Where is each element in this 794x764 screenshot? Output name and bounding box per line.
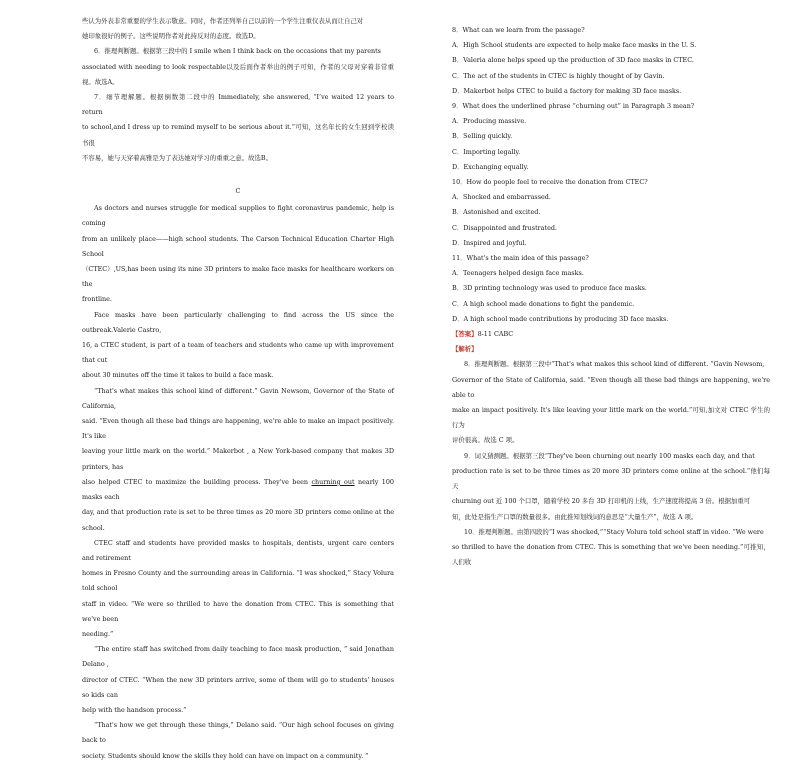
- passage-p4-line-1: CTEC staff and students have provided masks to hospitals, dentists, urgent care centers and retirement: [82, 538, 394, 562]
- passage-p5-line-3: help with the handson process.”: [82, 705, 187, 714]
- passage-p4-line-2: homes in Fresno County and the surrounding areas in California. “I was shocked,” Stacy Volura told school: [82, 569, 394, 593]
- q7-explanation-line-3: 不容易，她与天穿着高雅是为了表达她对学习的重重之意。故选B。: [82, 153, 273, 162]
- passage-p1-line-4: frontline.: [82, 295, 112, 304]
- a9-line-4: 知，此处是指生产口罩的数量很多。由此推知划线词的意思是“大量生产”，故选 A 项。: [452, 512, 698, 521]
- passage-p2-line-1: Face masks have been particularly challenging to find across the US since the outbreak.Valerie Castro,: [82, 310, 394, 334]
- q10-stem: 10．How do people feel to receive the donation from CTEC?: [452, 178, 648, 187]
- q11-option-d: D．A high school made contributions by producing 3D face masks.: [452, 314, 669, 323]
- a10-line-1: 10．推理判断题。由第四段的“I was shocked,”“Stacy Volura told school staff in video. “We were: [464, 527, 764, 536]
- passage-p1-line-1: As doctors and nurses struggle for medical supplies to fight coronavirus pandemic, help is coming: [82, 204, 394, 228]
- a9-line-2: production rate is set to be three times as 20 more 3D printers come online at the school.”他们每天: [452, 466, 770, 491]
- q8-option-c: C．The act of the students in CTEC is highly thought of by Gavin.: [452, 71, 665, 80]
- passage-p3-line-3: leaving your little mark on the world.” Makerbot , a New York-based company that makes 3D printers, has: [82, 447, 394, 471]
- passage-p6-line-1: “That's how we get through these things,” Delano said. “Our high school focuses on giving back to: [82, 721, 394, 745]
- q11-stem: 11．What's the main idea of this passage?: [452, 254, 589, 263]
- q11-option-b: B．3D printing technology was used to produce face masks.: [452, 284, 647, 293]
- q10-option-b: B．Astonished and excited.: [452, 208, 541, 217]
- a8-line-1: 8．推理判断题。根据第三段中“That's what makes this school kind of different. “Gavin Newsom,: [464, 360, 765, 369]
- passage-p5-line-2: director of CTEC. “When the new 3D printers arrive, some of them will go to students' houses so kids can: [82, 675, 394, 699]
- q7-explanation-line-2: to school,and I dress up to remind myself to be serious about it.”可知，这名年长的女生回到学校读书很: [82, 123, 394, 147]
- a8-line-2: Governor of the State of California, said. “Even though all these bad things are happening, we're able to: [452, 375, 770, 399]
- q11-option-c: C．A high school made donations to fight the pandemic.: [452, 299, 635, 308]
- passage-p4-line-4: needing.”: [82, 629, 114, 638]
- passage-p2-line-2: 16, a CTEC student, is part of a team of teachers and students who came up with improvement that cut: [82, 341, 394, 365]
- q8-option-b: B．Valeria alone helps speed up the production of 3D face masks in CTEC.: [452, 56, 694, 65]
- passage-p2-line-3: about 30 minutes off the time it takes to build a face mask.: [82, 371, 274, 380]
- passage-p1-line-2: from an unlikely place——high school students. The Carson Technical Education Charter High School: [82, 234, 394, 258]
- underlined-phrase: churning out: [311, 477, 355, 486]
- a9-line-1: 9．词义猜测题。根据第三段“They've been churning out nearly 100 masks each day, and that: [464, 451, 755, 460]
- passage-p3-line-4: [82, 475, 394, 505]
- a9-line-3: churning out 近 100 个口罩，随着学校 20 多台 3D 打印机的上线，生产速度将提高 3 倍。根据加重可: [452, 497, 751, 506]
- passage-p6-line-2: society. Students should know the skills they hold can have on impact on a community. ”: [82, 751, 369, 760]
- q7-explanation-line-1: 7．细节理解题。根据倒数第二段中的 Immediately, she answered, “I’ve waited 12 years to return: [82, 93, 394, 117]
- a8-line-4: 评价很高。故选 C 项。: [452, 436, 519, 445]
- passage-p3-line-4-start: also helped CTEC to maximize the building process. They've been: [82, 477, 312, 486]
- passage-p5-line-1: “The entire staff has switched from daily teaching to face mask production, ” said Jonathan Delano ,: [82, 645, 394, 669]
- q9-option-d: D．Exchanging equally.: [452, 162, 529, 171]
- answer-keys: 8-11 CABC: [477, 330, 514, 339]
- answer-tag: 【答案】: [452, 330, 478, 339]
- passage-p3-line-5: day, and that production rate is set to be three times as 20 more 3D printers come online at the school.: [82, 508, 394, 532]
- passage-p4-line-3: staff in video. “We were so thrilled to have the donation from CTEC. This is something that we've been: [82, 599, 394, 623]
- left-column: [82, 0, 394, 760]
- q6-explanation-line-1: 6．推理判断题。根据第三段中的 I smile when I think back on the occasions that my parents: [94, 47, 381, 56]
- q10-option-a: A．Shocked and embarrassed.: [452, 193, 551, 202]
- passage-p3-line-1: “That's what makes this school kind of different.” Gavin Newsom, Governor of the State of California,: [82, 386, 394, 410]
- q9-option-c: C．Importing legally.: [452, 147, 521, 156]
- answer-line: [452, 327, 770, 342]
- a8-line-3: make an impact positively. It's like leaving your little mark on the world.”可知,加文对 CTEC 学生的行为: [452, 406, 770, 430]
- analysis-line: [452, 342, 770, 357]
- q8-stem: 8．What can we learn from the passage?: [452, 26, 585, 34]
- a10-line-2: so thrilled to have the donation from CTEC. This is something that we've been needing.”可推知，人们收: [452, 542, 770, 567]
- q8-option-a: A．High School students are expected to help make face masks in the U. S.: [452, 41, 697, 50]
- q9-option-b: B．Selling quickly.: [452, 132, 513, 141]
- analysis-tag: 【解析】: [452, 345, 478, 354]
- q8-option-d: D．Makerbot helps CTEC to build a factory for making 3D face masks.: [452, 86, 682, 95]
- q9-option-a: A．Producing massive.: [452, 117, 527, 126]
- prev-answer-line-2: 她印象很好的例子。这些说明作者对此持反对的态度。故选D。: [82, 32, 260, 41]
- section-heading: C: [235, 187, 241, 196]
- q10-option-d: D．Inspired and joyful.: [452, 238, 527, 247]
- passage-p3-line-4-end: nearly 100 masks each: [82, 477, 394, 502]
- passage-p3-line-2: said. “Even though all these bad things are happening, we're able to make an impact positively. It's like: [82, 417, 394, 441]
- prev-answer-line-1: 些认为外表非常重要的学生表示敬意。同时，作者还列举自己以前的一个学生注重仪表从而让自己对: [82, 17, 364, 25]
- q6-explanation-line-2: associated with needing to look respectable以及后面作者举出的例子可知，作者的父母对穿着非常重视。故选A。: [82, 62, 394, 86]
- q11-option-a: A．Teenagers helped design face masks.: [452, 269, 584, 278]
- q10-option-c: C．Disappointed and frustrated.: [452, 223, 557, 232]
- right-column: [452, 0, 770, 567]
- q9-stem: 9．What does the underlined phrase “churning out” in Paragraph 3 mean?: [452, 102, 695, 111]
- passage-p1-line-3: （CTEC）,US,has been using its nine 3D printers to make face masks for healthcare workers on the: [82, 265, 394, 289]
